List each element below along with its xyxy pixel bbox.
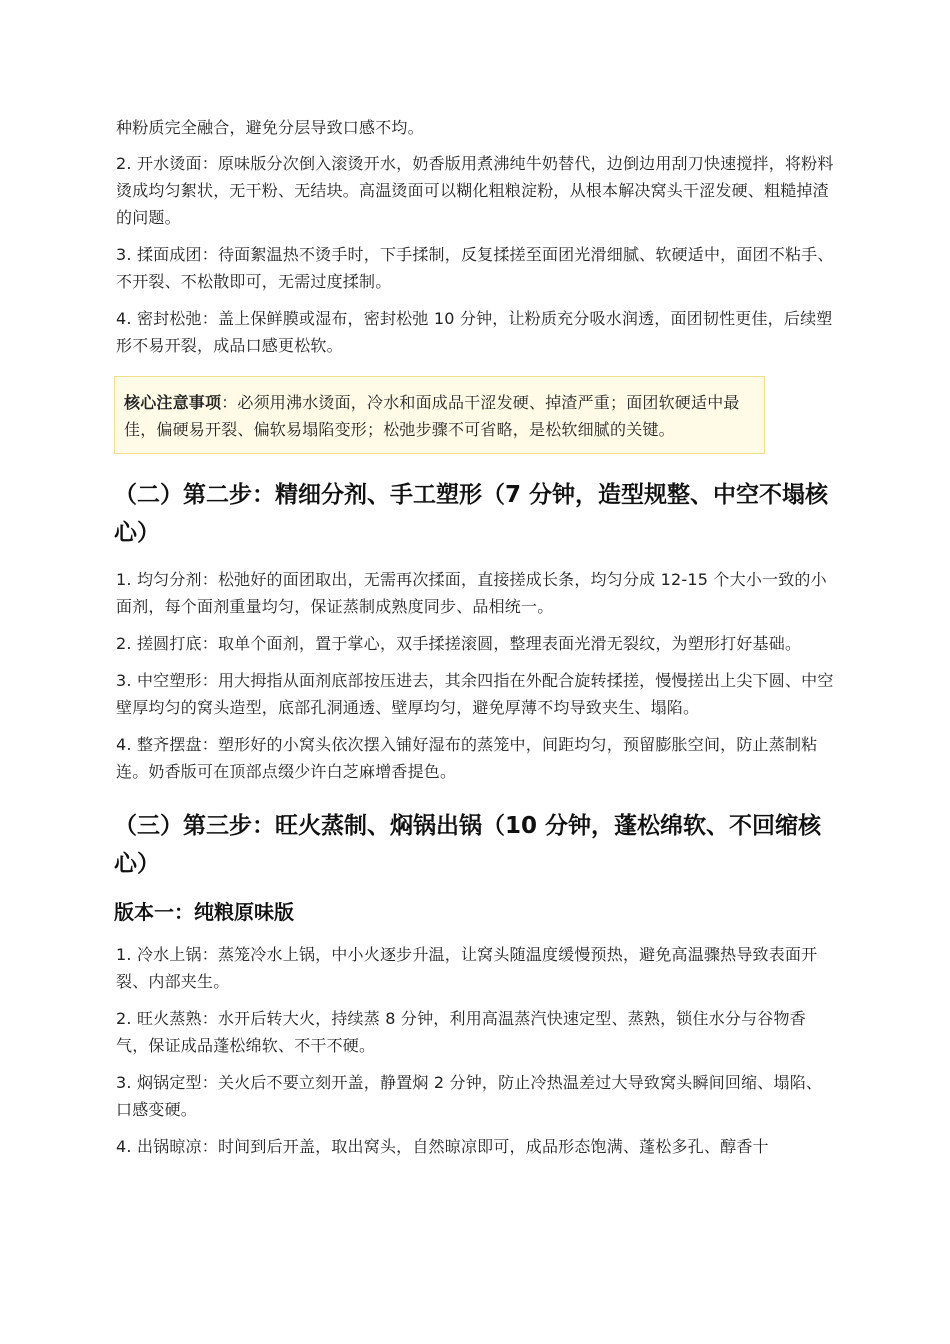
- step-paragraph: 1. 冷水上锅：蒸笼冷水上锅，中小火逐步升温，让窝头随温度缓慢预热，避免高温骤热导致表面开裂、内部夹生。: [116, 945, 818, 991]
- step-paragraph: 4. 密封松弛：盖上保鲜膜或湿布，密封松弛 10 分钟，让粉质充分吸水润透，面团韧性更佳，后续塑形不易开裂，成品口感更松软。: [116, 309, 833, 355]
- step-paragraph: 4. 整齐摆盘：塑形好的小窝头依次摆入铺好湿布的蒸笼中，间距均匀，预留膨胀空间，防止蒸制粘连。奶香版可在顶部点缀少许白芝麻增香提色。: [116, 735, 818, 781]
- step-paragraph: 3. 焖锅定型：关火后不要立刻开盖，静置焖 2 分钟，防止冷热温差过大导致窝头瞬间回缩、塌陷、口感变硬。: [116, 1073, 823, 1119]
- notice-text: ：必须用沸水烫面，冷水和面成品干涩发硬、掉渣严重；面团软硬适中最佳，偏硬易开裂、偏软易塌陷变形；松弛步骤不可省略，是松软细腻的关键。: [124, 393, 740, 439]
- step-paragraph: 3. 中空塑形：用大拇指从面剂底部按压进去，其余四指在外配合旋转揉搓，慢慢搓出上尖下圆、中空壁厚均匀的窝头造型，底部孔洞通透、壁厚均匀，避免厚薄不均导致夹生、塌陷。: [116, 671, 834, 717]
- step-paragraph: 1. 均匀分剂：松弛好的面团取出，无需再次揉面，直接搓成长条，均匀分成 12-15 个大小一致的小面剂，每个面剂重量均匀，保证蒸制成熟度同步、品相统一。: [116, 570, 827, 616]
- paragraph: 种粉质完全融合，避免分层导致口感不均。: [116, 118, 424, 137]
- version-subheading: 版本一：纯粮原味版: [114, 900, 294, 924]
- step-paragraph: 2. 搓圆打底：取单个面剂，置于掌心，双手揉搓滚圆，整理表面光滑无裂纹，为塑形打好基础。: [116, 634, 802, 653]
- core-notice-box: [114, 376, 765, 454]
- step-paragraph: 2. 旺火蒸熟：水开后转大火，持续蒸 8 分钟，利用高温蒸汽快速定型、蒸熟，锁住水分与谷物香气，保证成品蓬松绵软、不干不硬。: [116, 1009, 806, 1055]
- section-heading-step-three: （三）第三步：旺火蒸制、焖锅出锅（10 分钟，蓬松绵软、不回缩核心）: [114, 813, 822, 877]
- step-paragraph: 3. 揉面成团：待面絮温热不烫手时，下手揉制，反复揉搓至面团光滑细腻、软硬适中，面团不粘手、不开裂、不松散即可，无需过度揉制。: [116, 245, 834, 291]
- step-paragraph: 4. 出锅晾凉：时间到后开盖，取出窝头，自然晾凉即可，成品形态饱满、蓬松多孔、醇香十: [116, 1137, 769, 1156]
- section-heading-step-two: （二）第二步：精细分剂、手工塑形（7 分钟，造型规整、中空不塌核心）: [114, 482, 829, 546]
- step-paragraph: 2. 开水烫面：原味版分次倒入滚烫开水，奶香版用煮沸纯牛奶替代，边倒边用刮刀快速搅拌，将粉料烫成均匀絮状，无干粉、无结块。高温烫面可以糊化粗粮淀粉，从根本解决窝头干涩发硬、粗糙掉渣的问题。: [116, 154, 834, 227]
- notice-label: 核心注意事项: [124, 393, 222, 412]
- document-page: [116, 114, 838, 1170]
